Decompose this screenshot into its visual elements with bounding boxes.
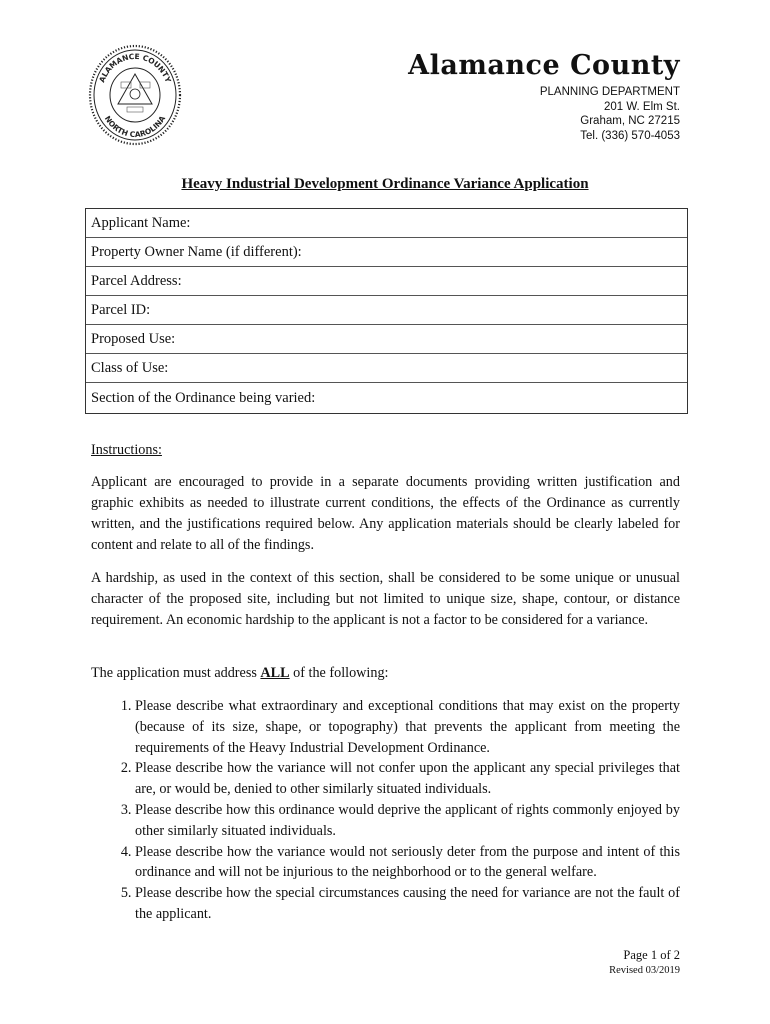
instructions-paragraph: Applicant are encouraged to provide in a separate documents providing written justification and graphic exhibits as needed to illustrate current conditions, the effects of the Ordinance as currently written, and the justifications required below. Any application materials should be clearly labeled for content and relate to all of the findings. bbox=[91, 474, 680, 553]
heading-colon: : bbox=[158, 442, 162, 458]
instructions-heading-text: Instructions bbox=[91, 442, 158, 458]
list-item: 3. Please describe how this ordinance would deprive the applicant of rights commonly enjoyed by other similarly situated individuals. bbox=[135, 800, 680, 842]
page-footer bbox=[609, 948, 680, 976]
form-title: Heavy Industrial Development Ordinance Variance Application bbox=[181, 176, 589, 192]
revision-date: Revised 03/2019 bbox=[609, 965, 680, 976]
county-name: Alamance County bbox=[408, 50, 680, 81]
page-number: Page 1 of 2 bbox=[623, 948, 680, 962]
list-item: 4. Please describe how the variance would not seriously deter from the purpose and intent of this ordinance and will not be injurious to the neighborhood or to the general welfare. bbox=[135, 842, 680, 884]
field-row-class-of-use bbox=[86, 354, 687, 383]
instructions-heading bbox=[91, 440, 680, 461]
field-label: Parcel ID: bbox=[91, 301, 151, 318]
svg-text:NORTH CAROLINA: NORTH CAROLINA bbox=[102, 114, 168, 140]
field-row-parcel-id bbox=[86, 296, 687, 325]
ordinance-section-field[interactable] bbox=[337, 387, 681, 409]
field-row-applicant-name bbox=[86, 209, 687, 238]
parcel-address-field[interactable] bbox=[337, 271, 681, 291]
field-label: Proposed Use: bbox=[91, 330, 176, 347]
property-owner-field[interactable] bbox=[337, 242, 681, 262]
city-state-zip: Graham, NC 27215 bbox=[580, 115, 680, 127]
field-label: Class of Use: bbox=[91, 359, 169, 376]
field-label: Property Owner Name (if different): bbox=[91, 243, 302, 260]
list-item: 2. Please describe how the variance will not confer upon the applicant any special privileges that are, or would be, denied to other similarly situated individuals. bbox=[135, 758, 680, 800]
field-label: Parcel Address: bbox=[91, 272, 182, 289]
requirements-lead bbox=[91, 663, 680, 684]
phone-number: Tel. (336) 570-4053 bbox=[580, 129, 680, 142]
county-seal-icon bbox=[88, 44, 182, 146]
department-address bbox=[540, 85, 680, 143]
parcel-id-field[interactable] bbox=[337, 300, 681, 320]
hardship-paragraph: A hardship, as used in the context of this section, shall be considered to be some unique or unusual character of the proposed site, including but not limited to unique size, shape, contour, or distance requirement. An economic hardship to the applicant is not a factor to be considered for a variance. bbox=[91, 570, 680, 628]
applicant-info-table bbox=[85, 208, 688, 414]
department-name: PLANNING DEPARTMENT bbox=[539, 86, 680, 98]
field-row-proposed-use bbox=[86, 325, 687, 354]
class-of-use-field[interactable] bbox=[337, 358, 681, 378]
lead-text-after: of the following: bbox=[289, 665, 389, 681]
field-row-property-owner bbox=[86, 238, 687, 267]
list-item: 1. Please describe what extraordinary and exceptional conditions that may exist on the property (because of its size, shape, or topography) that prevents the applicant from meeting the requirements of the Heavy Industrial Development Ordinance. bbox=[135, 696, 680, 758]
applicant-name-field[interactable] bbox=[337, 213, 681, 233]
field-label: Section of the Ordinance being varied: bbox=[91, 389, 316, 406]
field-row-parcel-address bbox=[86, 267, 687, 296]
list-item: 5. Please describe how the special circumstances causing the need for variance are not the fault of the applicant. bbox=[135, 883, 680, 925]
field-label: Applicant Name: bbox=[91, 214, 191, 231]
lead-text-before: The application must address bbox=[91, 665, 261, 681]
proposed-use-field[interactable] bbox=[337, 329, 681, 349]
street-address: 201 W. Elm St. bbox=[603, 100, 680, 113]
requirements-list bbox=[91, 696, 680, 925]
lead-emphasis: ALL bbox=[260, 665, 290, 681]
field-row-ordinance-section bbox=[86, 383, 687, 413]
svg-text:ALAMANCE COUNTY: ALAMANCE COUNTY bbox=[97, 51, 173, 84]
